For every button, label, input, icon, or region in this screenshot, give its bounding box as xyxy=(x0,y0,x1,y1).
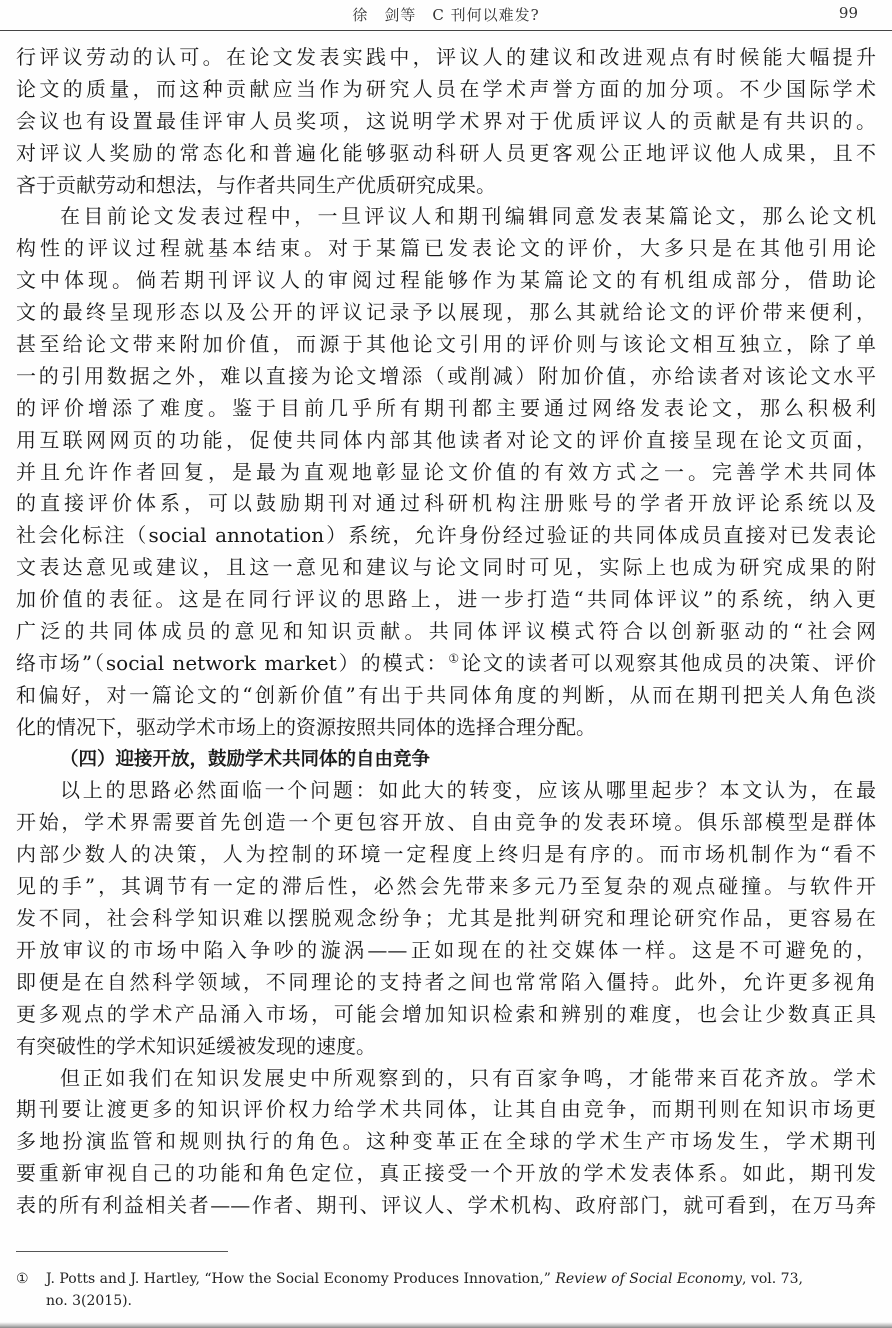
text-segment: 络市场”（social network market）的模式： xyxy=(16,650,449,675)
text-line xyxy=(16,648,876,680)
text-line: 用互联网网页的功能，促使共同体内部其他读者对论文的评价直接呈现在论文页面， xyxy=(16,427,876,452)
body-text xyxy=(16,42,876,1222)
text-line: 文中体现。倘若期刊评议人的审阅过程能够作为某篇论文的有机组成部分，借助论 xyxy=(16,268,876,293)
text-line: 广泛的共同体成员的意见和知识贡献。共同体评议模式符合以创新驱动的“社会网 xyxy=(16,619,876,644)
text-line: 发不同，社会科学知识难以摆脱观念纷争；尤其是批判研究和理论研究作品，更容易在 xyxy=(16,906,876,931)
text-line: 和偏好，对一篇论文的“创新价值”有出于共同体角度的判断，从而在期刊把关人角色淡 xyxy=(16,682,876,707)
footnote-number: ① xyxy=(16,1271,29,1287)
text-line: 在目前论文发表过程中，一旦评议人和期刊编辑同意发表某篇论文，那么论文机 xyxy=(60,204,876,229)
text-line: 的评价增添了难度。鉴于目前几乎所有期刊都主要通过网络发表论文，那么积极利 xyxy=(16,395,876,420)
text-line: 行评议劳动的认可。在论文发表实践中，评议人的建议和改进观点有时候能大幅提升 xyxy=(16,45,876,69)
section-heading: （四）迎接开放，鼓励学术共同体的自由竞争 xyxy=(60,748,431,770)
footnote-rule xyxy=(16,1251,228,1252)
footnote-marker[interactable]: ① xyxy=(448,651,462,666)
text-line: 要重新审视自己的功能和角色定位，真正接受一个开放的学术发表体系。如此，期刊发 xyxy=(16,1161,876,1186)
text-line: 表的所有利益相关者——作者、期刊、评议人、学术机构、政府部门，就可看到，在万马奔 xyxy=(16,1193,876,1218)
text-line: 开放审议的市场中陷入争吵的漩涡——正如现在的社交媒体一样。这是不可避免的， xyxy=(16,937,876,962)
text-line: 吝于贡献劳动和想法，与作者共同生产优质研究成果。 xyxy=(16,172,496,197)
text-line: 一的引用数据之外，难以直接为论文增添（或削减）附加价值，亦给读者对该论文水平 xyxy=(16,363,876,388)
text-line: 并且允许作者回复，是最为直观地彰显论文价值的有效方式之一。完善学术共同体 xyxy=(16,459,876,484)
text-line: 但正如我们在知识发展史中所观察到的，只有百家争鸣，才能带来百花齐放。学术 xyxy=(60,1065,876,1090)
text-line: 多地扮演监管和规则执行的角色。这种变革正在全球的学术生产市场发生，学术期刊 xyxy=(16,1129,876,1154)
text-line: 文的最终呈现形态以及公开的评议记录予以展现，那么其就给论文的评价带来便利， xyxy=(16,300,876,325)
text-line: 即便是在自然科学领域，不同理论的支持者之间也常常陷入僵持。此外，允许更多视角 xyxy=(16,969,876,994)
text-line: 对评议人奖励的常态化和普遍化能够驱动科研人员更客观公正地评议他人成果，且不 xyxy=(16,140,876,165)
footnote-line xyxy=(16,1268,876,1290)
footnote-authors: J. Potts and J. Hartley, “How the Social Economy Produces Innovation,” xyxy=(46,1271,551,1287)
text-line: 期刊要让渡更多的知识评价权力给学术共同体，让其自由竞争，而期刊则在知识市场更 xyxy=(16,1097,876,1122)
text-line: 的直接评价体系，可以鼓励期刊对通过科研机构注册账号的学者开放评论系统以及 xyxy=(16,491,876,516)
text-line: 化的情况下，驱动学术市场上的资源按照共同体的选择合理分配。 xyxy=(16,714,596,739)
footnote-journal: Review of Social Economy xyxy=(555,1271,743,1287)
footnote-volume: , vol. 73, xyxy=(742,1271,803,1287)
footnote-issue: no. 3(2015). xyxy=(46,1293,133,1309)
scan-edge xyxy=(0,1322,892,1328)
text-line: 加价值的表征。这是在同行评议的思路上，进一步打造“共同体评议”的系统，纳入更 xyxy=(16,587,876,612)
page-number: 99 xyxy=(838,4,858,22)
text-line: 内部少数人的决策，人为控制的环境一定程度上终归是有序的。而市场机制作为“看不 xyxy=(16,842,876,867)
text-line: 更多观点的学术产品涌入市场，可能会增加知识检索和辨别的难度，也会让少数真正具 xyxy=(16,1001,876,1026)
text-line: 论文的质量，而这种贡献应当作为研究人员在学术声誉方面的加分项。不少国际学术 xyxy=(16,76,876,101)
text-segment: 论文的读者可以观察其他成员的决策、评价 xyxy=(461,650,876,675)
running-title: 徐 剑等 C 刊何以难发? xyxy=(352,6,540,24)
text-line: 文表达意见或建议，且这一意见和建议与论文同时可见，实际上也成为研究成果的附 xyxy=(16,555,876,580)
text-line: 构性的评议过程就基本结束。对于某篇已发表论文的评价，大多只是在其他引用论 xyxy=(16,236,876,261)
footnote xyxy=(16,1268,876,1312)
text-line: 社会化标注（social annotation）系统，允许身份经过验证的共同体成员直接对已发表论 xyxy=(16,523,876,548)
running-header xyxy=(0,0,892,34)
text-line: 开始，学术界需要首先创造一个更包容开放、自由竞争的发表环境。俱乐部模型是群体 xyxy=(16,810,876,835)
text-line: 有突破性的学术知识延缓被发现的速度。 xyxy=(16,1033,376,1058)
header-rule xyxy=(0,30,892,31)
text-line: 以上的思路必然面临一个问题：如此大的转变，应该从哪里起步？本文认为，在最 xyxy=(60,778,876,803)
text-line: 会议也有设置最佳评审人员奖项，这说明学术界对于优质评议人的贡献是有共识的。 xyxy=(16,108,876,133)
text-line: 甚至给论文带来附加价值，而源于其他论文引用的评价则与该论文相互独立，除了单 xyxy=(16,332,876,357)
text-line: 见的手”，其调节有一定的滞后性，必然会先带来多元乃至复杂的观点碰撞。与软件开 xyxy=(16,874,876,899)
